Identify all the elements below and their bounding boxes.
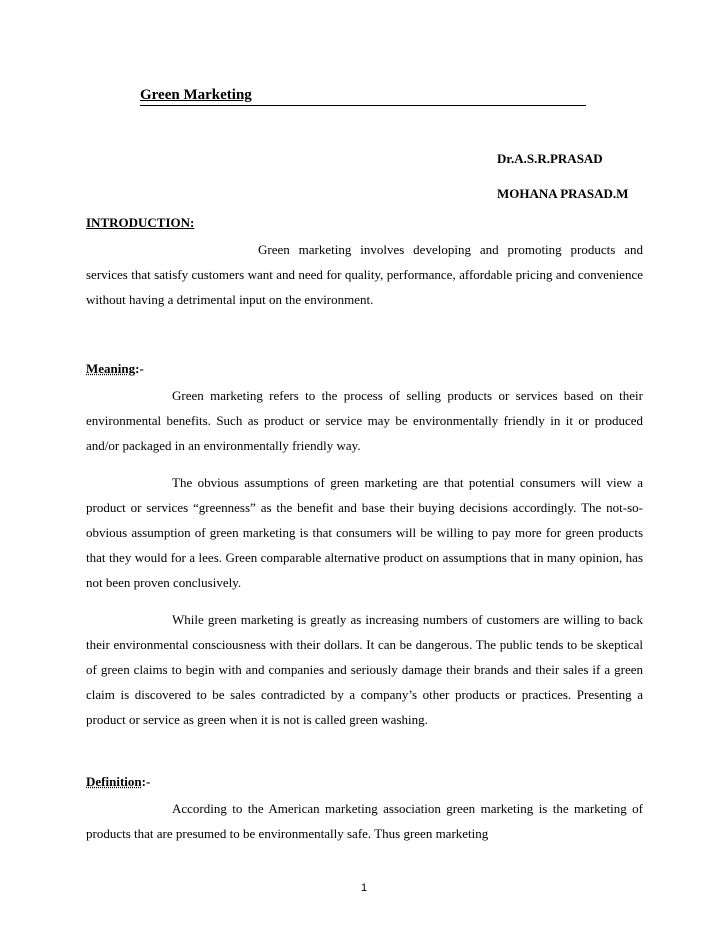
author-2: MOHANA PRASAD.M [497, 186, 629, 201]
title-underline [140, 86, 586, 106]
meaning-heading-word: Meaning [86, 361, 136, 376]
page-number: 1 [360, 882, 368, 894]
meaning-heading [86, 361, 144, 377]
meaning-text-3: While green marketing is greatly as increasing numbers of customers are willing to back their environmental consciousness with their dollars. It can be dangerous. The public tends to be skeptical of green claims to begin with and companies and seriously damage their brands and their sales if a green claim is discovered to be sales contradicted by a company’s other products or practices. Presenting a product or service as green when it is not is called green washing. [86, 612, 643, 727]
meaning-text-2: The obvious assumptions of green marketing are that potential consumers will view a product or services “greenness” as the benefit and base their buying decisions accordingly. The not-so-obvious assumption of green marketing is that consumers will be willing to pay more for green products that they would for a lees. Green comparable alternative product on assumptions that in many opinion, has not been proven conclusively. [86, 475, 643, 590]
definition-text: According to the American marketing association green marketing is the marketing of products that are presumed to be environmentally safe. Thus green marketing [86, 801, 643, 841]
meaning-paragraph-2 [86, 470, 643, 595]
author-1: Dr.A.S.R.PRASAD [497, 151, 603, 166]
document-title: Green Marketing [140, 87, 252, 103]
definition-heading-suffix: :- [141, 774, 151, 789]
definition-heading [86, 774, 150, 790]
introduction-text: Green marketing involves developing and promoting products and services that satisfy customers want and need for quality, performance, affordable pricing and convenience without having a detrimental input on the environment. [86, 242, 643, 307]
introduction-paragraph [86, 237, 643, 312]
meaning-heading-suffix: :- [135, 361, 144, 376]
meaning-paragraph-3 [86, 607, 643, 732]
meaning-text-1: Green marketing refers to the process of selling products or services based on their environmental benefits. Such as product or service may be environmentally friendly in it or produced and/or packaged in an environmentally friendly way. [86, 388, 643, 453]
definition-heading-word: Definition [86, 774, 142, 789]
definition-paragraph [86, 796, 643, 846]
introduction-heading [86, 215, 194, 231]
meaning-paragraph-1 [86, 383, 643, 458]
introduction-heading-text: INTRODUCTION: [86, 215, 195, 230]
